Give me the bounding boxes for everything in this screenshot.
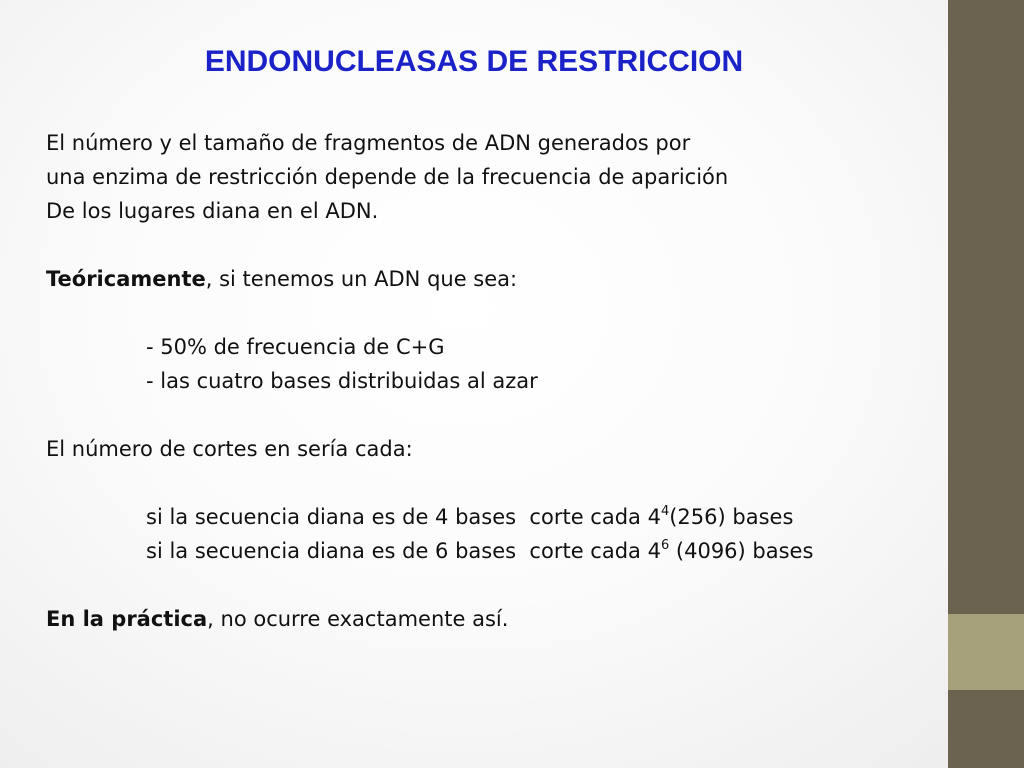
cut-rule-4-bases	[146, 500, 793, 534]
practice-rest: , no ocurre exactamente así.	[207, 607, 509, 631]
cuts-intro: El número de cortes en sería cada:	[46, 437, 413, 461]
paragraph-line-1: El número y el tamaño de fragmentos de ADN generados por	[46, 131, 691, 155]
practice-line	[46, 602, 508, 636]
cut-rule-result: (256) bases	[669, 505, 794, 529]
theory-line	[46, 262, 517, 296]
paragraph-line-3: De los lugares diana en el ADN.	[46, 199, 379, 223]
theory-bold: Teóricamente	[46, 267, 206, 291]
cut-rule-result: (4096) bases	[669, 539, 814, 563]
exponent: 4	[660, 504, 670, 519]
decorative-side-block	[948, 614, 1024, 690]
exponent: 6	[660, 538, 670, 553]
condition-item: - 50% de frecuencia de C+G	[146, 335, 445, 359]
condition-item: - las cuatro bases distribuidas al azar	[146, 369, 538, 393]
paragraph-line-2: una enzima de restricción depende de la frecuencia de aparición	[46, 165, 729, 189]
theory-rest: , si tenemos un ADN que sea:	[205, 267, 518, 291]
cut-rule-6-bases	[146, 534, 813, 568]
cut-rule-text: si la secuencia diana es de 4 bases corte cada 4	[146, 505, 661, 529]
practice-bold: En la práctica	[46, 607, 208, 631]
cut-rule-text: si la secuencia diana es de 6 bases corte cada 4	[146, 539, 661, 563]
slide-title: ENDONUCLEASAS DE RESTRICCION	[204, 45, 744, 78]
